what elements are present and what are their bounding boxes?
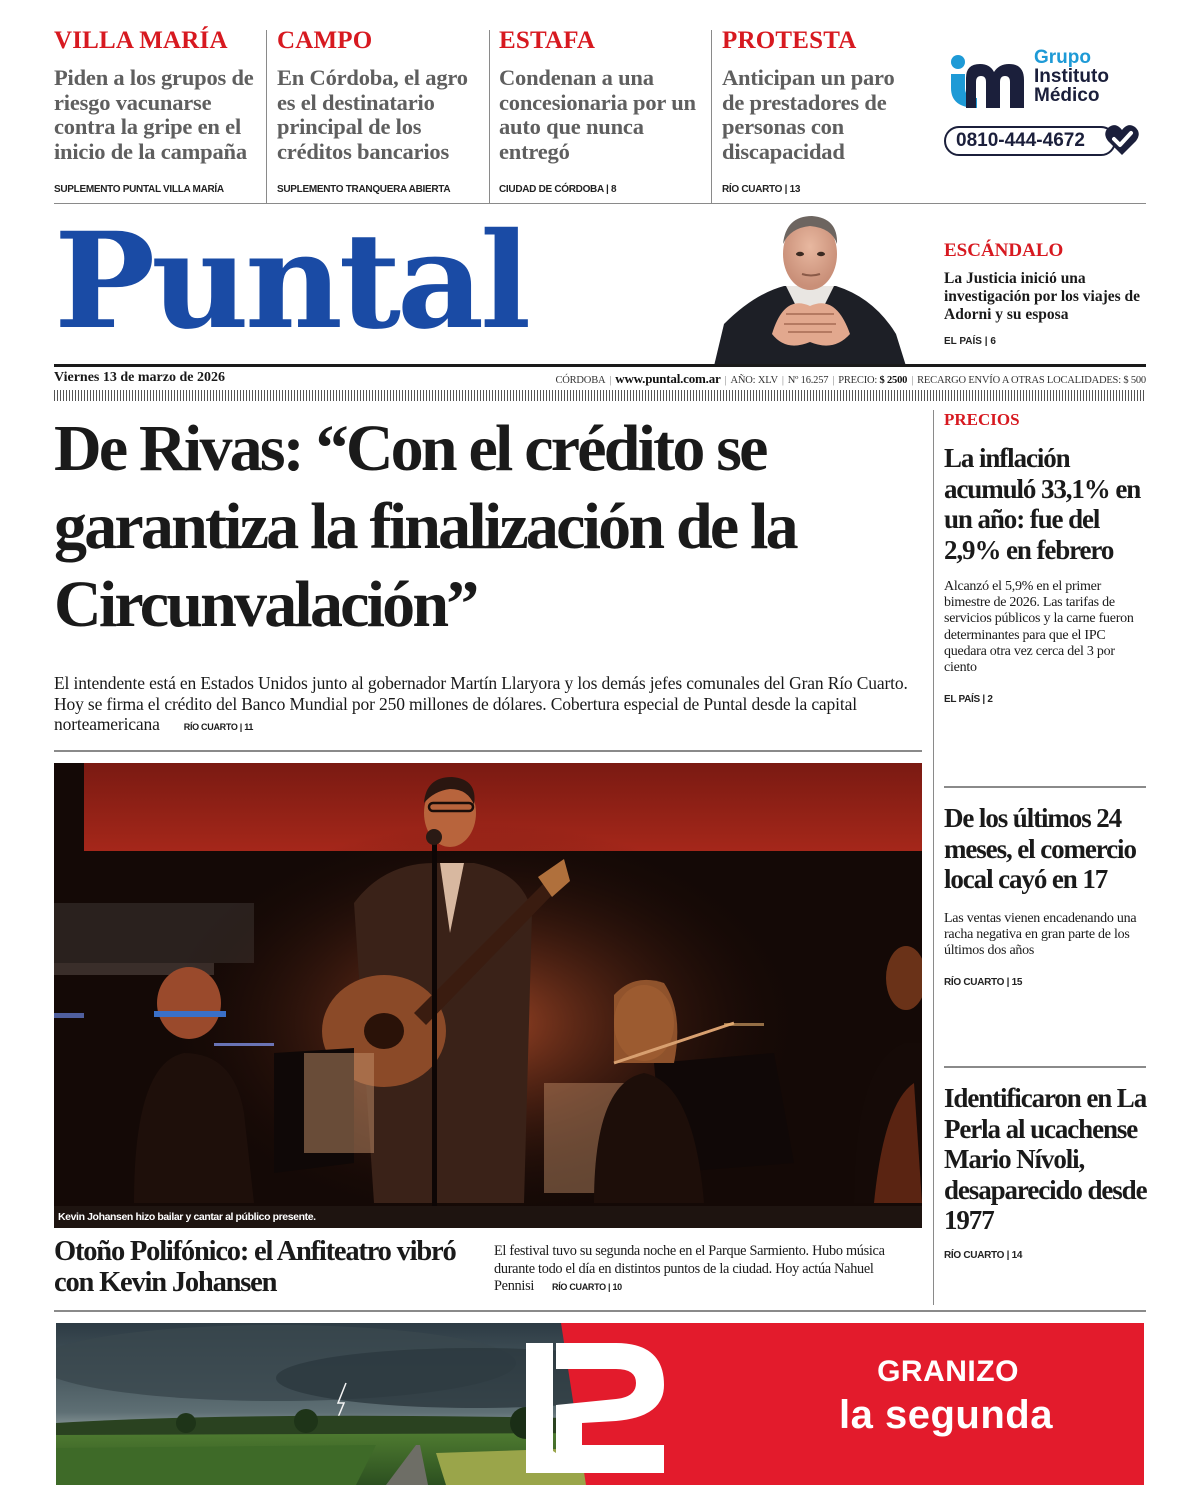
story-la-perla[interactable] — [944, 1083, 1150, 1261]
issue-number: 16.257 — [800, 375, 829, 386]
sponsor-phone[interactable]: 0810-444-4672 — [944, 126, 1116, 156]
masthead-logo[interactable]: Puntal — [54, 204, 528, 359]
ad-line2: la segunda — [839, 1393, 1053, 1437]
main-story-section: RÍO CUARTO | 11 — [183, 722, 254, 732]
teaser-kicker: VILLA MARÍA — [54, 27, 228, 54]
teaser-headline[interactable]: Piden a los grupos de riesgo vacunarse contra la gripe en el inicio de la campaña — [54, 65, 254, 164]
column-divider — [266, 30, 267, 204]
masthead-rule — [54, 364, 1146, 367]
main-headline[interactable]: De Rivas: “Con el crédito se garantiza la finalización de la Circunvalación” — [54, 412, 796, 641]
teaser-section: SUPLEMENTO TRANQUERA ABIERTA — [277, 184, 451, 195]
teaser-headline[interactable]: Anticipan un paro de prestadores de personas con discapacidad — [722, 65, 895, 164]
teaser-kicker: ESTAFA — [499, 27, 596, 54]
story-dek: Alcanzó el 5,9% en el primer bimestre de 2026. Las tarifas de servicios públicos y la carne fueron determinantes para que el IPC quedara otra vez cerca del 3 por ciento — [944, 579, 1134, 676]
issue-info: CÓRDOBA | www.puntal.com.ar | AÑO: XLV | Nº 16.257 | PRECIO: $ 2500 | RECARGO ENVÍO A OTRAS LOCALIDADES: $ 500 — [555, 371, 1146, 386]
heart-check-icon — [1104, 122, 1140, 158]
im-logo-mark-icon — [948, 52, 1028, 110]
story-section: EL PAÍS | 2 — [944, 694, 993, 706]
story-escandalo[interactable] — [944, 240, 1154, 347]
photo-caption: Kevin Johansen hizo bailar y cantar al público presente. — [54, 1206, 922, 1228]
teaser-estafa[interactable] — [499, 28, 705, 204]
sponsor-line2: Instituto — [1034, 66, 1109, 87]
teaser-headline[interactable]: En Córdoba, el agro es el destinatario principal de los créditos bancarios — [277, 65, 468, 164]
sponsor-line1: Grupo — [1034, 47, 1091, 68]
photo-story-dek — [494, 1243, 924, 1297]
teaser-section: CIUDAD DE CÓRDOBA | 8 — [499, 184, 617, 195]
story-headline[interactable]: La Justicia inició una investigación por los viajes de Adorni y su esposa — [944, 270, 1141, 323]
story-section: RÍO CUARTO | 14 — [944, 1249, 1023, 1261]
story-kicker: ESCÁNDALO — [944, 240, 1064, 261]
sponsor-logo-instituto-medico[interactable] — [944, 48, 1154, 168]
story-kicker: PRECIOS — [944, 410, 1020, 429]
teaser-campo[interactable] — [277, 28, 483, 204]
story-headline[interactable]: De los últimos 24 meses, el comercio local cayó en 17 — [944, 803, 1136, 894]
teaser-kicker: CAMPO — [277, 27, 373, 54]
teaser-villa-maria[interactable] — [54, 28, 260, 204]
main-dek-text: El intendente está en Estados Unidos junto al gobernador Martín Llaryora y los demás jefes comunales del Gran Río Cuarto. Hoy se firma el crédito del Banco Mundial por 250 millones de dólares. Cobertura especial de Puntal desde la capital norteamericana — [54, 673, 908, 734]
story-section: EL PAÍS | 6 — [944, 336, 996, 347]
story-precios[interactable] — [944, 410, 1150, 705]
ad-line1: GRANIZO — [877, 1355, 1019, 1388]
main-story-dek — [54, 673, 924, 738]
ad-banner-granizo[interactable] — [56, 1323, 1144, 1485]
photo-dek-text: El festival tuvo su segunda noche en el Parque Sarmiento. Hubo música durante todo el día en distintos puntos de la ciudad. Hoy actúa Nahuel Pennisi — [494, 1243, 885, 1294]
issue-price: $ 2500 — [879, 375, 908, 386]
story-section: RÍO CUARTO | 15 — [944, 977, 1023, 989]
section-rule — [54, 1310, 1146, 1312]
teaser-headline[interactable]: Condenan a una concesionaria por un auto que nunca entregó — [499, 65, 696, 164]
concert-photo-illustration — [54, 763, 922, 1228]
section-rule — [944, 1066, 1146, 1068]
column-divider — [711, 30, 712, 204]
issue-city: CÓRDOBA — [555, 375, 606, 386]
story-headline[interactable]: La inflación acumuló 33,1% en un año: fue del 2,9% en febrero — [944, 443, 1141, 565]
number-label: Nº — [787, 375, 799, 386]
concert-photo[interactable] — [54, 763, 922, 1228]
price-label: PRECIO: — [838, 375, 878, 386]
story-comercio[interactable] — [944, 803, 1150, 988]
story-dek: Las ventas vienen encadenando una racha negativa en gran parte de los últimos dos años — [944, 910, 1137, 958]
issue-year: XLV — [757, 375, 778, 386]
section-rule — [944, 786, 1146, 788]
teaser-section: RÍO CUARTO | 13 — [722, 184, 801, 195]
surcharge-price: $ 500 — [1123, 375, 1146, 386]
portrait-photo-adorni — [714, 214, 906, 366]
issue-date: Viernes 13 de marzo de 2026 — [54, 370, 225, 385]
decorative-rule — [54, 390, 1146, 401]
surcharge-label: RECARGO ENVÍO A OTRAS LOCALIDADES: — [917, 375, 1121, 386]
story-headline[interactable]: Identificaron en La Perla al ucachense Mario Nívoli, desaparecido desde 1977 — [944, 1083, 1147, 1235]
teaser-section: SUPLEMENTO PUNTAL VILLA MARÍA — [54, 184, 224, 195]
website-link[interactable]: www.puntal.com.ar — [615, 371, 721, 386]
sponsor-name — [1034, 48, 1109, 105]
teaser-protesta[interactable] — [722, 28, 922, 204]
column-divider — [933, 410, 934, 1305]
column-divider — [489, 30, 490, 204]
year-label: AÑO: — [730, 375, 756, 386]
teaser-kicker: PROTESTA — [722, 27, 857, 54]
photo-story-section: RÍO CUARTO | 10 — [552, 1282, 622, 1292]
sponsor-line3: Médico — [1034, 85, 1100, 106]
photo-story-headline[interactable]: Otoño Polifónico: el Anfiteatro vibró con Kevin Johansen — [54, 1236, 456, 1298]
section-rule — [54, 750, 922, 752]
